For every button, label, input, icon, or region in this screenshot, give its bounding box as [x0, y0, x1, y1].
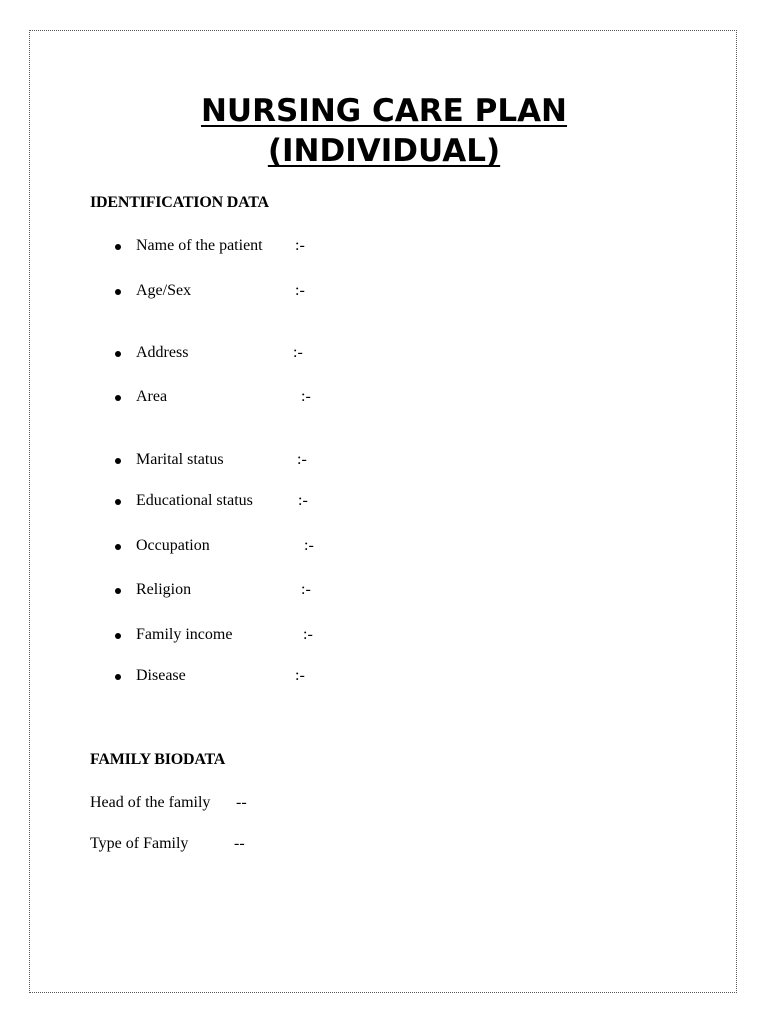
- item-label: Religion: [136, 581, 192, 598]
- item-separator: :-: [297, 451, 307, 468]
- item-label: Age/Sex: [136, 282, 192, 299]
- line-separator: --: [236, 794, 247, 811]
- line-separator: --: [234, 835, 245, 852]
- item-separator: :-: [295, 282, 305, 299]
- bullet-icon: [115, 633, 121, 639]
- bullet-icon: [115, 244, 121, 250]
- item-label: Family income: [136, 626, 233, 643]
- document-title-line1: NURSING CARE PLAN: [200, 93, 568, 129]
- item-label: Area: [136, 388, 168, 405]
- bullet-icon: [115, 499, 121, 505]
- bullet-icon: [115, 351, 121, 357]
- document-title-line2: (INDIVIDUAL): [267, 133, 501, 169]
- item-separator: :-: [303, 626, 313, 643]
- item-separator: :-: [301, 388, 311, 405]
- bullet-icon: [115, 674, 121, 680]
- item-label: Name of the patient: [136, 237, 263, 254]
- family-biodata-heading: FAMILY BIODATA: [90, 751, 226, 768]
- item-label: Marital status: [136, 451, 224, 468]
- item-separator: :-: [293, 344, 303, 361]
- item-separator: :-: [301, 581, 311, 598]
- line-label: Head of the family: [90, 794, 211, 811]
- item-separator: :-: [298, 492, 308, 509]
- item-label: Disease: [136, 667, 186, 684]
- item-label: Occupation: [136, 537, 210, 554]
- item-separator: :-: [304, 537, 314, 554]
- item-separator: :-: [295, 237, 305, 254]
- bullet-icon: [115, 289, 121, 295]
- identification-heading: IDENTIFICATION DATA: [90, 194, 269, 211]
- bullet-icon: [115, 395, 121, 401]
- item-label: Educational status: [136, 492, 253, 509]
- bullet-icon: [115, 588, 121, 594]
- bullet-icon: [115, 458, 121, 464]
- item-separator: :-: [295, 667, 305, 684]
- line-label: Type of Family: [90, 835, 189, 852]
- item-label: Address: [136, 344, 189, 361]
- bullet-icon: [115, 544, 121, 550]
